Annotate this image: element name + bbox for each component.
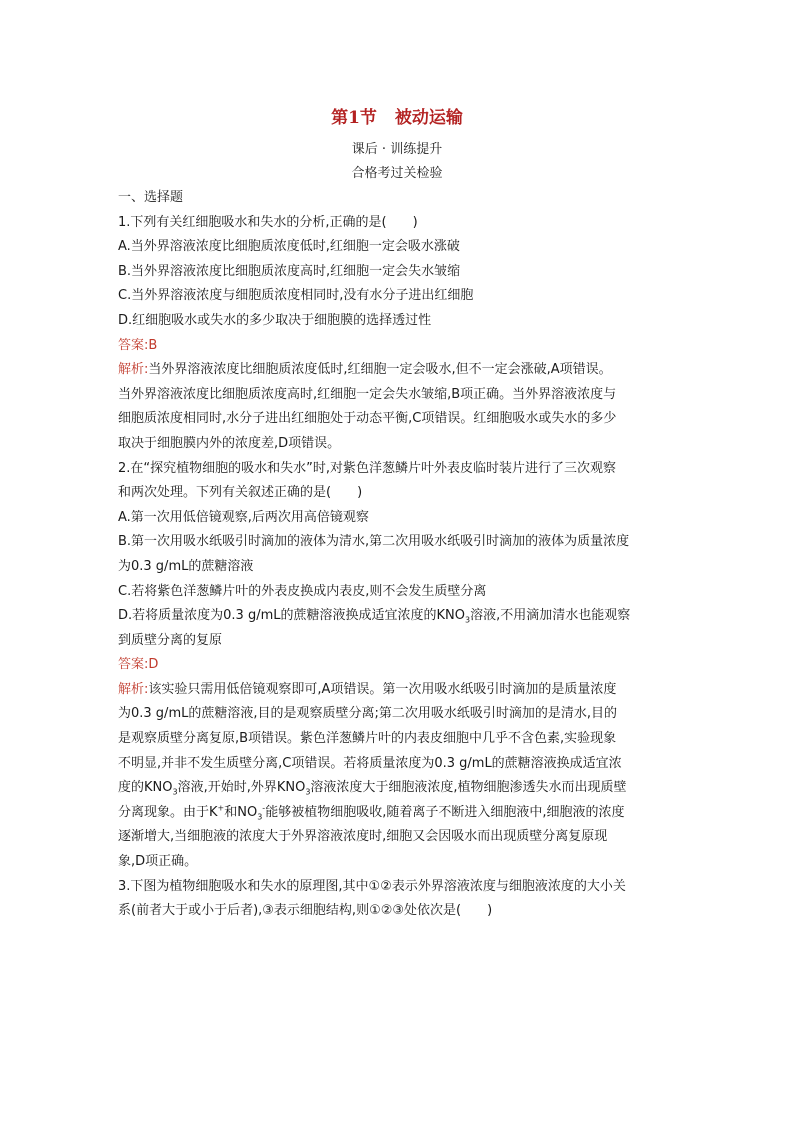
q2-analysis-line-7: 逐渐增大,当细胞液的浓度大于外界溶液浓度时,细胞又会因吸水而出现质壁分离复原现: [118, 829, 608, 845]
q1-analysis-label: 解析:: [118, 362, 149, 378]
q2-analysis-line-2: 为0.3 g/mL的蔗糖溶液,目的是观察质壁分离;第二次用吸水纸吸引时滴加的是清水,目的: [118, 706, 617, 722]
q2-l6-text-1: 分离现象。由于K: [118, 804, 218, 820]
q1-analysis-text: 当外界溶液浓度比细胞质浓度低时,红细胞一定会吸水,但不一定会涨破,A项错误。: [148, 362, 612, 378]
q2-analysis-line-3: 是观察质壁分离复原,B项错误。紫色洋葱鳞片叶的内表皮细胞中几乎不含色素,实验现象: [118, 731, 617, 747]
section-number: 第1节: [331, 108, 377, 128]
q2-analysis-text-1: 该实验只需用低倍镜观察即可,A项错误。第一次用吸水纸吸引时滴加的是质量浓度: [148, 681, 617, 697]
q2-analysis-line-5: [118, 776, 676, 801]
q1-option-a: A.当外界溶液浓度比细胞质浓度低时,红细胞一定会吸水涨破: [118, 239, 460, 255]
q2-l6-sup-2: -: [262, 803, 266, 813]
q1-analysis-line-3: 细胞质浓度相同时,水分子进出红细胞处于动态平衡,C项错误。红细胞吸水或失水的多少: [118, 411, 617, 427]
question-2: [118, 457, 676, 875]
q2-option-d-line-2: 到质壁分离的复原: [118, 632, 223, 648]
q2-l6-sub: 3: [257, 812, 263, 822]
q2-analysis-line-1: [118, 678, 676, 703]
q2-analysis-line-6: [118, 801, 676, 826]
q1-option-d: D.红细胞吸水或失水的多少取决于细胞膜的选择透过性: [118, 312, 432, 328]
q2-l5-text-3: 溶液浓度大于细胞液浓度,植物细胞渗透失水而出现质壁: [310, 780, 627, 796]
subtitle-after-class: 课后 · 训练提升: [351, 142, 443, 157]
q1-analysis-line-4: 取决于细胞膜内外的浓度差,D项错误。: [118, 435, 341, 451]
section-name: 被动运输: [394, 108, 463, 128]
section-heading: 一、选择题: [118, 190, 184, 205]
q3-stem-line-2: 系(前者大于或小于后者),③表示细胞结构,则①②③处依次是( ): [118, 903, 493, 919]
question-3: [118, 875, 676, 924]
q2-d-subscript: 3: [464, 615, 471, 625]
q3-stem-line-1: 3.下图为植物细胞吸水和失水的原理图,其中①②表示外界溶液浓度与细胞液浓度的大小关: [118, 878, 626, 894]
q2-l6-sup-1: +: [217, 803, 225, 813]
q2-answer: [118, 653, 676, 678]
q2-l5-text-1: 度的KNO: [118, 780, 173, 796]
q1-analysis-line-2: 当外界溶液浓度比细胞质浓度高时,红细胞一定会失水皱缩,B项正确。当外界溶液浓度与: [118, 386, 617, 402]
q2-option-a: A.第一次用低倍镜观察,后两次用高倍镜观察: [118, 509, 369, 525]
q2-l6-text-2: 和NO: [224, 804, 258, 820]
q1-analysis-line-1: [118, 358, 676, 383]
q2-analysis-label: 解析:: [118, 681, 149, 697]
q2-analysis-line-8: 象,D项正确。: [118, 854, 198, 870]
q1-answer: [118, 334, 676, 359]
page-title: [118, 102, 676, 134]
q2-option-d-line-1: [118, 604, 676, 629]
q1-stem: 1.下列有关红细胞吸水和失水的分析,正确的是( ): [118, 214, 418, 230]
q2-d-text-1: D.若将质量浓度为0.3 g/mL的蔗糖溶液换成适宜浓度的KNO: [118, 608, 465, 624]
q2-option-c: C.若将紫色洋葱鳞片叶的外表皮换成内表皮,则不会发生质壁分离: [118, 583, 487, 599]
q2-stem-line-2: 和两次处理。下列有关叙述正确的是( ): [118, 485, 363, 501]
document-page: [118, 102, 676, 924]
q2-l5-text-2: 溶液,开始时,外界KNO: [177, 780, 306, 796]
q1-answer-label: 答案:: [118, 337, 149, 353]
q1-option-b: B.当外界溶液浓度比细胞质浓度高时,红细胞一定会失水皱缩: [118, 263, 461, 279]
subtitle-qualification: 合格考过关检验: [351, 166, 443, 181]
q1-answer-value: B: [148, 337, 158, 353]
q2-answer-value: D: [148, 657, 159, 673]
q2-l5-sub-1: 3: [172, 787, 178, 797]
q2-answer-label: 答案:: [118, 657, 149, 673]
q2-analysis-line-4: 不明显,并非不发生质壁分离,C项错误。若将质量浓度为0.3 g/mL的蔗糖溶液换成适宜浓: [118, 755, 622, 771]
q2-option-b-line-1: B.第一次用吸水纸吸引时滴加的液体为清水,第二次用吸水纸吸引时滴加的液体为质量浓度: [118, 534, 630, 550]
question-1: [118, 211, 676, 457]
q1-option-c: C.当外界溶液浓度与细胞质浓度相同时,没有水分子进出红细胞: [118, 288, 474, 304]
q2-l6-text-3: 能够被植物细胞吸收,随着离子不断进入细胞液中,细胞液的浓度: [265, 804, 625, 820]
q2-stem-line-1: 2.在“探究植物细胞的吸水和失水”时,对紫色洋葱鳞片叶外表皮临时装片进行了三次观察: [118, 460, 617, 476]
q2-d-text-2: 溶液,不用滴加清水也能观察: [470, 608, 631, 624]
q2-l5-sub-2: 3: [305, 787, 311, 797]
q2-option-b-line-2: 为0.3 g/mL的蔗糖溶液: [118, 558, 254, 574]
